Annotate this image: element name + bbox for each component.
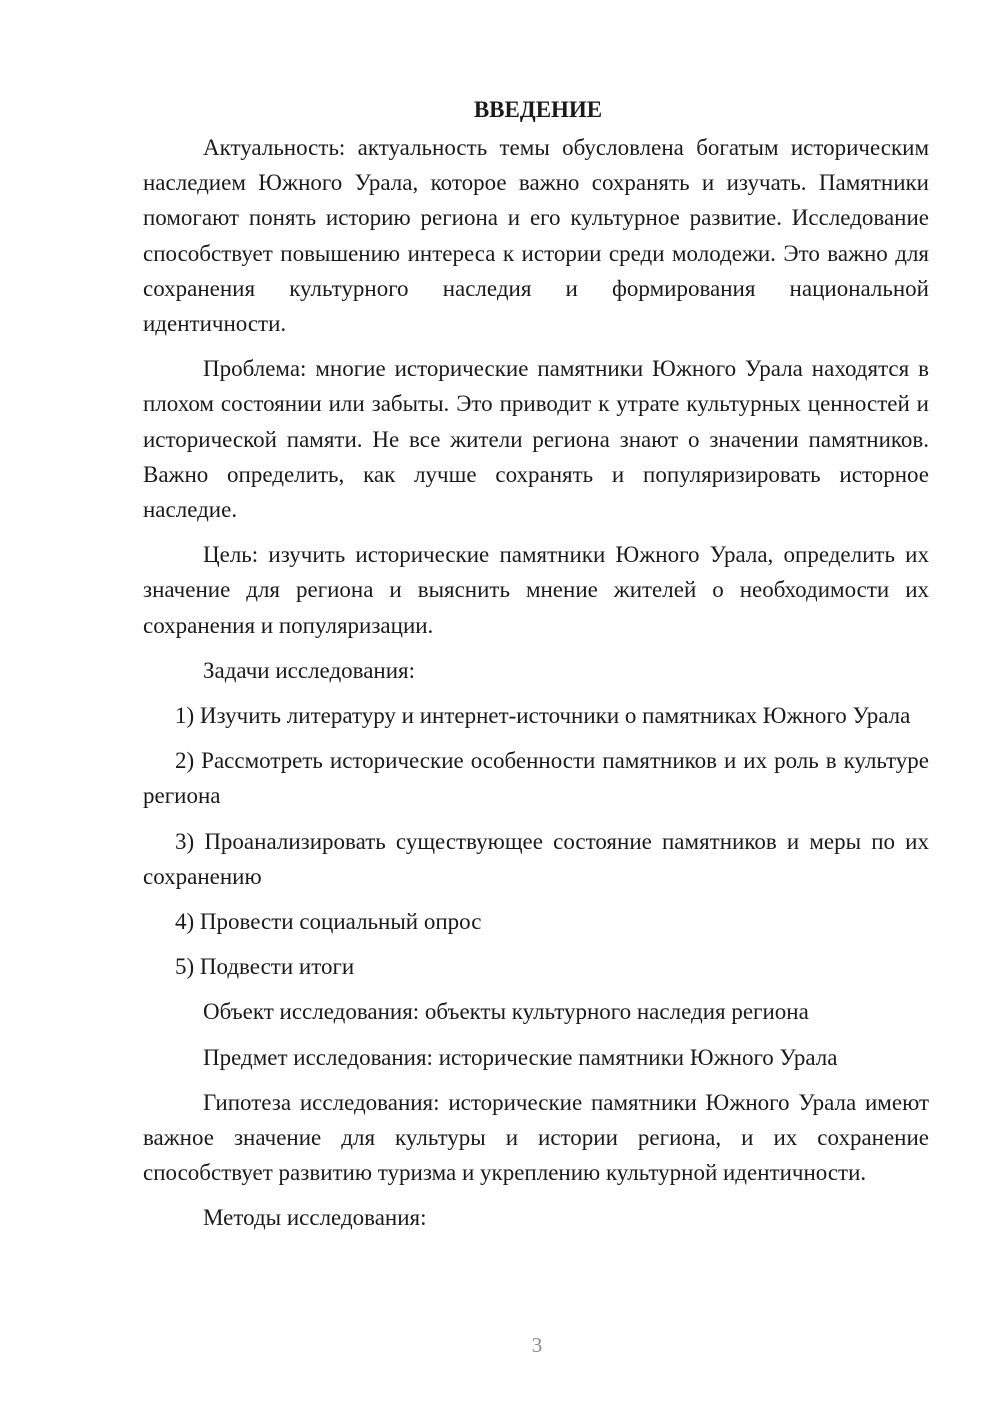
object-paragraph: Объект исследования: объекты культурного наследия региона: [203, 999, 809, 1025]
page-number: 3: [531, 1333, 543, 1357]
task-item-5: 5) Подвести итоги: [175, 954, 355, 980]
methods-paragraph: Методы исследования:: [203, 1205, 427, 1231]
task-item-2: 2) Рассмотреть исторические особенности памятников и их роль в культуре региона: [143, 748, 929, 809]
tasks-title: Задачи исследования:: [203, 657, 416, 683]
task-item-4: 4) Провести социальный опрос: [175, 909, 482, 935]
task-item-1: 1) Изучить литературу и интернет-источники о памятниках Южного Урала: [175, 703, 911, 729]
page-content: [143, 92, 929, 1236]
goal-paragraph: Цель: изучить исторические памятники Южного Урала, определить их значение для региона и выяснить мнение жителей о необходимости их сохранения и популяризации.: [143, 542, 929, 638]
section-heading: ВВЕДЕНИЕ: [473, 97, 603, 122]
relevance-paragraph: Актуальность: актуальность темы обусловлена богатым историческим наследием Южного Урала, которое важно сохранять и изучать. Памятники помогают понять историю региона и его культурное развитие. Исследование способствует повышению интереса к истории среди молодежи. Это важно для сохранения культурного наследия и формирования национальной идентичности.: [143, 135, 929, 337]
subject-paragraph: Предмет исследования: исторические памятники Южного Урала: [203, 1044, 838, 1070]
problem-paragraph: Проблема: многие исторические памятники Южного Урала находятся в плохом состоянии или забыты. Это приводит к утрате культурных ценностей и исторической памяти. Не все жители региона знают о значении памятников. Важно определить, как лучше сохранять и популяризировать исторное наследие.: [143, 356, 929, 523]
task-item-3: 3) Проанализировать существующее состояние памятников и меры по их сохранению: [143, 828, 929, 889]
hypothesis-paragraph: Гипотеза исследования: исторические памятники Южного Урала имеют важное значение для культуры и истории региона, и их сохранение способствует развитию туризма и укреплению культурной идентичности.: [143, 1089, 929, 1186]
